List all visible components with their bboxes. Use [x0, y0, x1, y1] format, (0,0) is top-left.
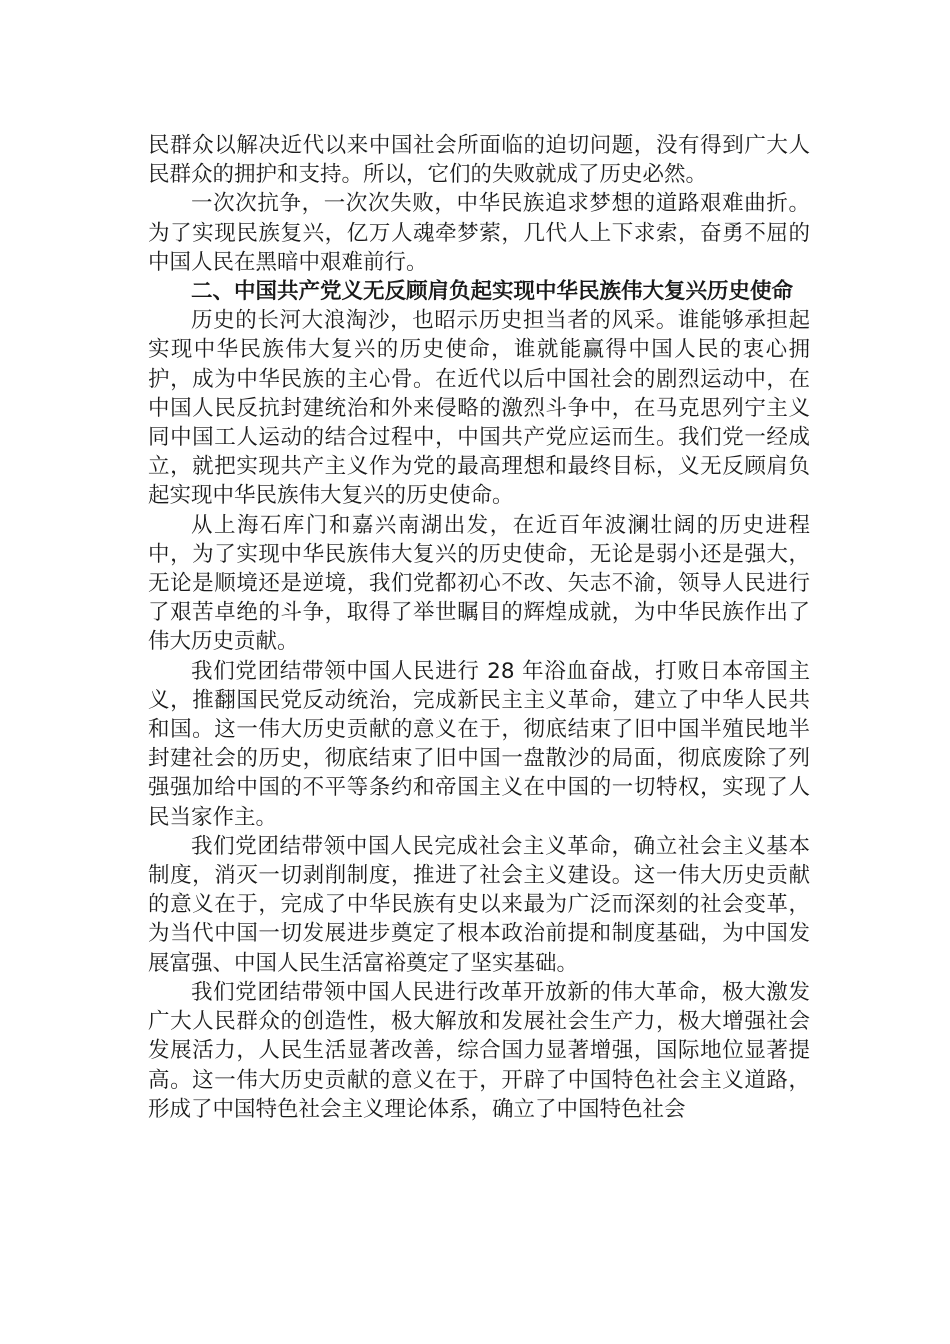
paragraph: 我们党团结带领中国人民进行改革开放新的伟大革命，极大激发广大人民群众的创造性，极大解放和发展社会生产力，极大增强社会发展活力，人民生活显著改善，综合国力显著增强，国际地位显著提高。这一伟大历史贡献的意义在于，开辟了中国特色社会主义道路，形成了中国特色社会主义理论体系，确立了中国特色社会 [148, 979, 810, 1122]
paragraph: 从上海石库门和嘉兴南湖出发，在近百年波澜壮阔的历史进程中，为了实现中华民族伟大复兴的历史使命，无论是弱小还是强大，无论是顺境还是逆境，我们党都初心不改、矢志不渝，领导人民进行了艰苦卓绝的斗争，取得了举世瞩目的辉煌成就，为中华民族作出了伟大历史贡献。 [148, 512, 810, 655]
paragraph: 历史的长河大浪淘沙，也昭示历史担当者的风采。谁能够承担起实现中华民族伟大复兴的历史使命，谁就能赢得中国人民的衷心拥护，成为中华民族的主心骨。在近代以后中国社会的剧烈运动中，在中国人民反抗封建统治和外来侵略的激烈斗争中，在马克思列宁主义同中国工人运动的结合过程中，中国共产党应运而生。我们党一经成立，就把实现共产主义作为党的最高理想和最终目标，义无反顾肩负起实现中华民族伟大复兴的历史使命。 [148, 308, 810, 509]
paragraph-continuation: 民群众以解决近代以来中国社会所面临的迫切问题，没有得到广大人民群众的拥护和支持。所以，它们的失败就成了历史必然。 [148, 133, 810, 188]
document-page [148, 131, 810, 1124]
paragraph: 我们党团结带领中国人民进行 28 年浴血奋战，打败日本帝国主义，推翻国民党反动统治，完成新民主主义革命，建立了中华人民共和国。这一伟大历史贡献的意义在于，彻底结束了旧中国半殖民地半封建社会的历史，彻底结束了旧中国一盘散沙的局面，彻底废除了列强强加给中国的不平等条约和帝国主义在中国的一切特权，实现了人民当家作主。 [148, 658, 810, 830]
section-heading: 二、中国共产党义无反顾肩负起实现中华民族伟大复兴历史使命 [191, 279, 794, 305]
paragraph: 一次次抗争，一次次失败，中华民族追求梦想的道路艰难曲折。为了实现民族复兴，亿万人魂牵梦萦，几代人上下求索，奋勇不屈的中国人民在黑暗中艰难前行。 [148, 191, 810, 275]
paragraph: 我们党团结带领中国人民完成社会主义革命，确立社会主义基本制度，消灭一切剥削制度，推进了社会主义建设。这一伟大历史贡献的意义在于，完成了中华民族有史以来最为广泛而深刻的社会变革，为当代中国一切发展进步奠定了根本政治前提和制度基础，为中国发展富强、中国人民生活富裕奠定了坚实基础。 [148, 833, 810, 976]
